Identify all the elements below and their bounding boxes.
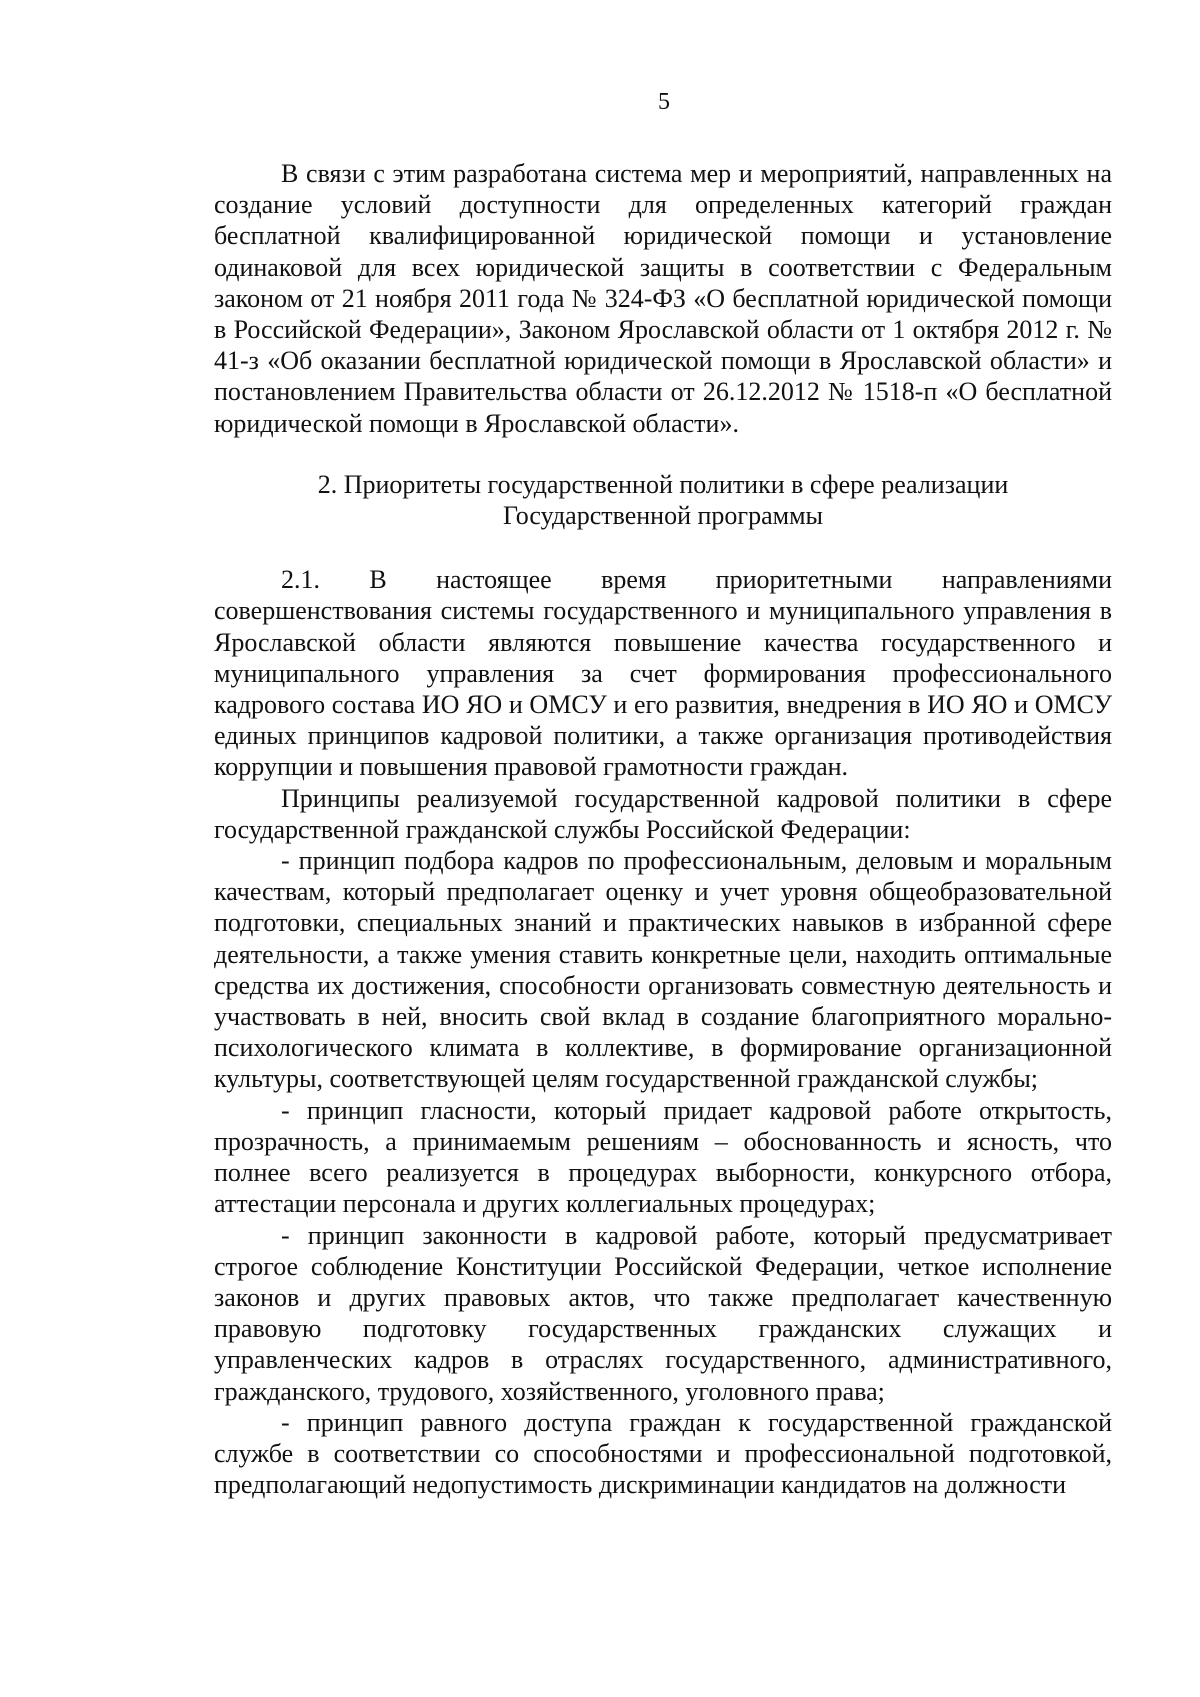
section-heading-line-2: Государственной программы — [502, 501, 824, 531]
section-heading — [214, 469, 1112, 531]
paragraph-principles-intro: Принципы реализуемой государственной кадровой политики в сфере государственной гражданской службы Российской Федерации: — [214, 783, 1112, 844]
paragraph-principle-selection: - принцип подбора кадров по профессиональным, деловым и моральным качествам, который предполагает оценку и учет уровня общеобразовательной подготовки, специальных знаний и практических навыков в избранной сфере деятельности, а также умения ставить конкретные цели, находить оптимальные средства их достижения, способности организовать совместную деятельность и участвовать в ней, вносить свой вклад в создание благоприятного морально-психологического климата в коллективе, в формирование организационной культуры, соответствующей целям государственной гражданской службы; — [214, 846, 1112, 1094]
paragraph-priorities: 2.1. В настоящее время приоритетными направлениями совершенствования системы государственного и муниципального управления в Ярославской области являются повышение качества государственного и муниципального управления за счет формирования профессионального кадрового состава ИО ЯО и ОМСУ и его развития, внедрения в ИО ЯО и ОМСУ единых принципов кадровой политики, а также организация противодействия коррупции и повышения правовой грамотности граждан. — [214, 565, 1112, 782]
section-heading-line-1: 2. Приоритеты государственной политики в сфере реализации — [317, 469, 1009, 499]
document-body — [214, 158, 1112, 1500]
paragraph-principle-publicity: - принцип гласности, который придает кадровой работе открытость, прозрачность, а принимаемым решениям – обоснованность и ясность, что полнее всего реализуется в процедурах выборности, конкурсного отбора, аттестации персонала и других коллегиальных процедурах; — [214, 1095, 1112, 1219]
paragraph-principle-equal-access: - принцип равного доступа граждан к государственной гражданской службе в соответствии со способностями и профессиональной подготовкой, предполагающий недопустимость дискриминации кандидатов на должности — [214, 1407, 1112, 1500]
paragraph-principle-legality: - принцип законности в кадровой работе, который предусматривает строгое соблюдение Конституции Российской Федерации, четкое исполнение законов и других правовых актов, что также предполагает качественную правовую подготовку государственных гражданских служащих и управленческих кадров в отраслях государственного, административного, гражданского, трудового, хозяйственного, уголовного права; — [214, 1220, 1112, 1406]
intro-paragraph: В связи с этим разработана система мер и мероприятий, направленных на создание условий доступности для определенных категорий граждан бесплатной квалифицированной юридической помощи и установление одинаковой для всех юридической защиты в соответствии с Федеральным законом от 21 ноября 2011 года № 324-ФЗ «О бесплатной юридической помощи в Российской Федерации», Законом Ярославской области от 1 октября 2012 г. № 41-з «Об оказании бесплатной юридической помощи в Ярославской области» и постановлением Правительства области от 26.12.2012 № 1518-п «О бесплатной юридической помощи в Ярославской области». — [214, 159, 1112, 438]
page-number: 5 — [658, 89, 670, 115]
